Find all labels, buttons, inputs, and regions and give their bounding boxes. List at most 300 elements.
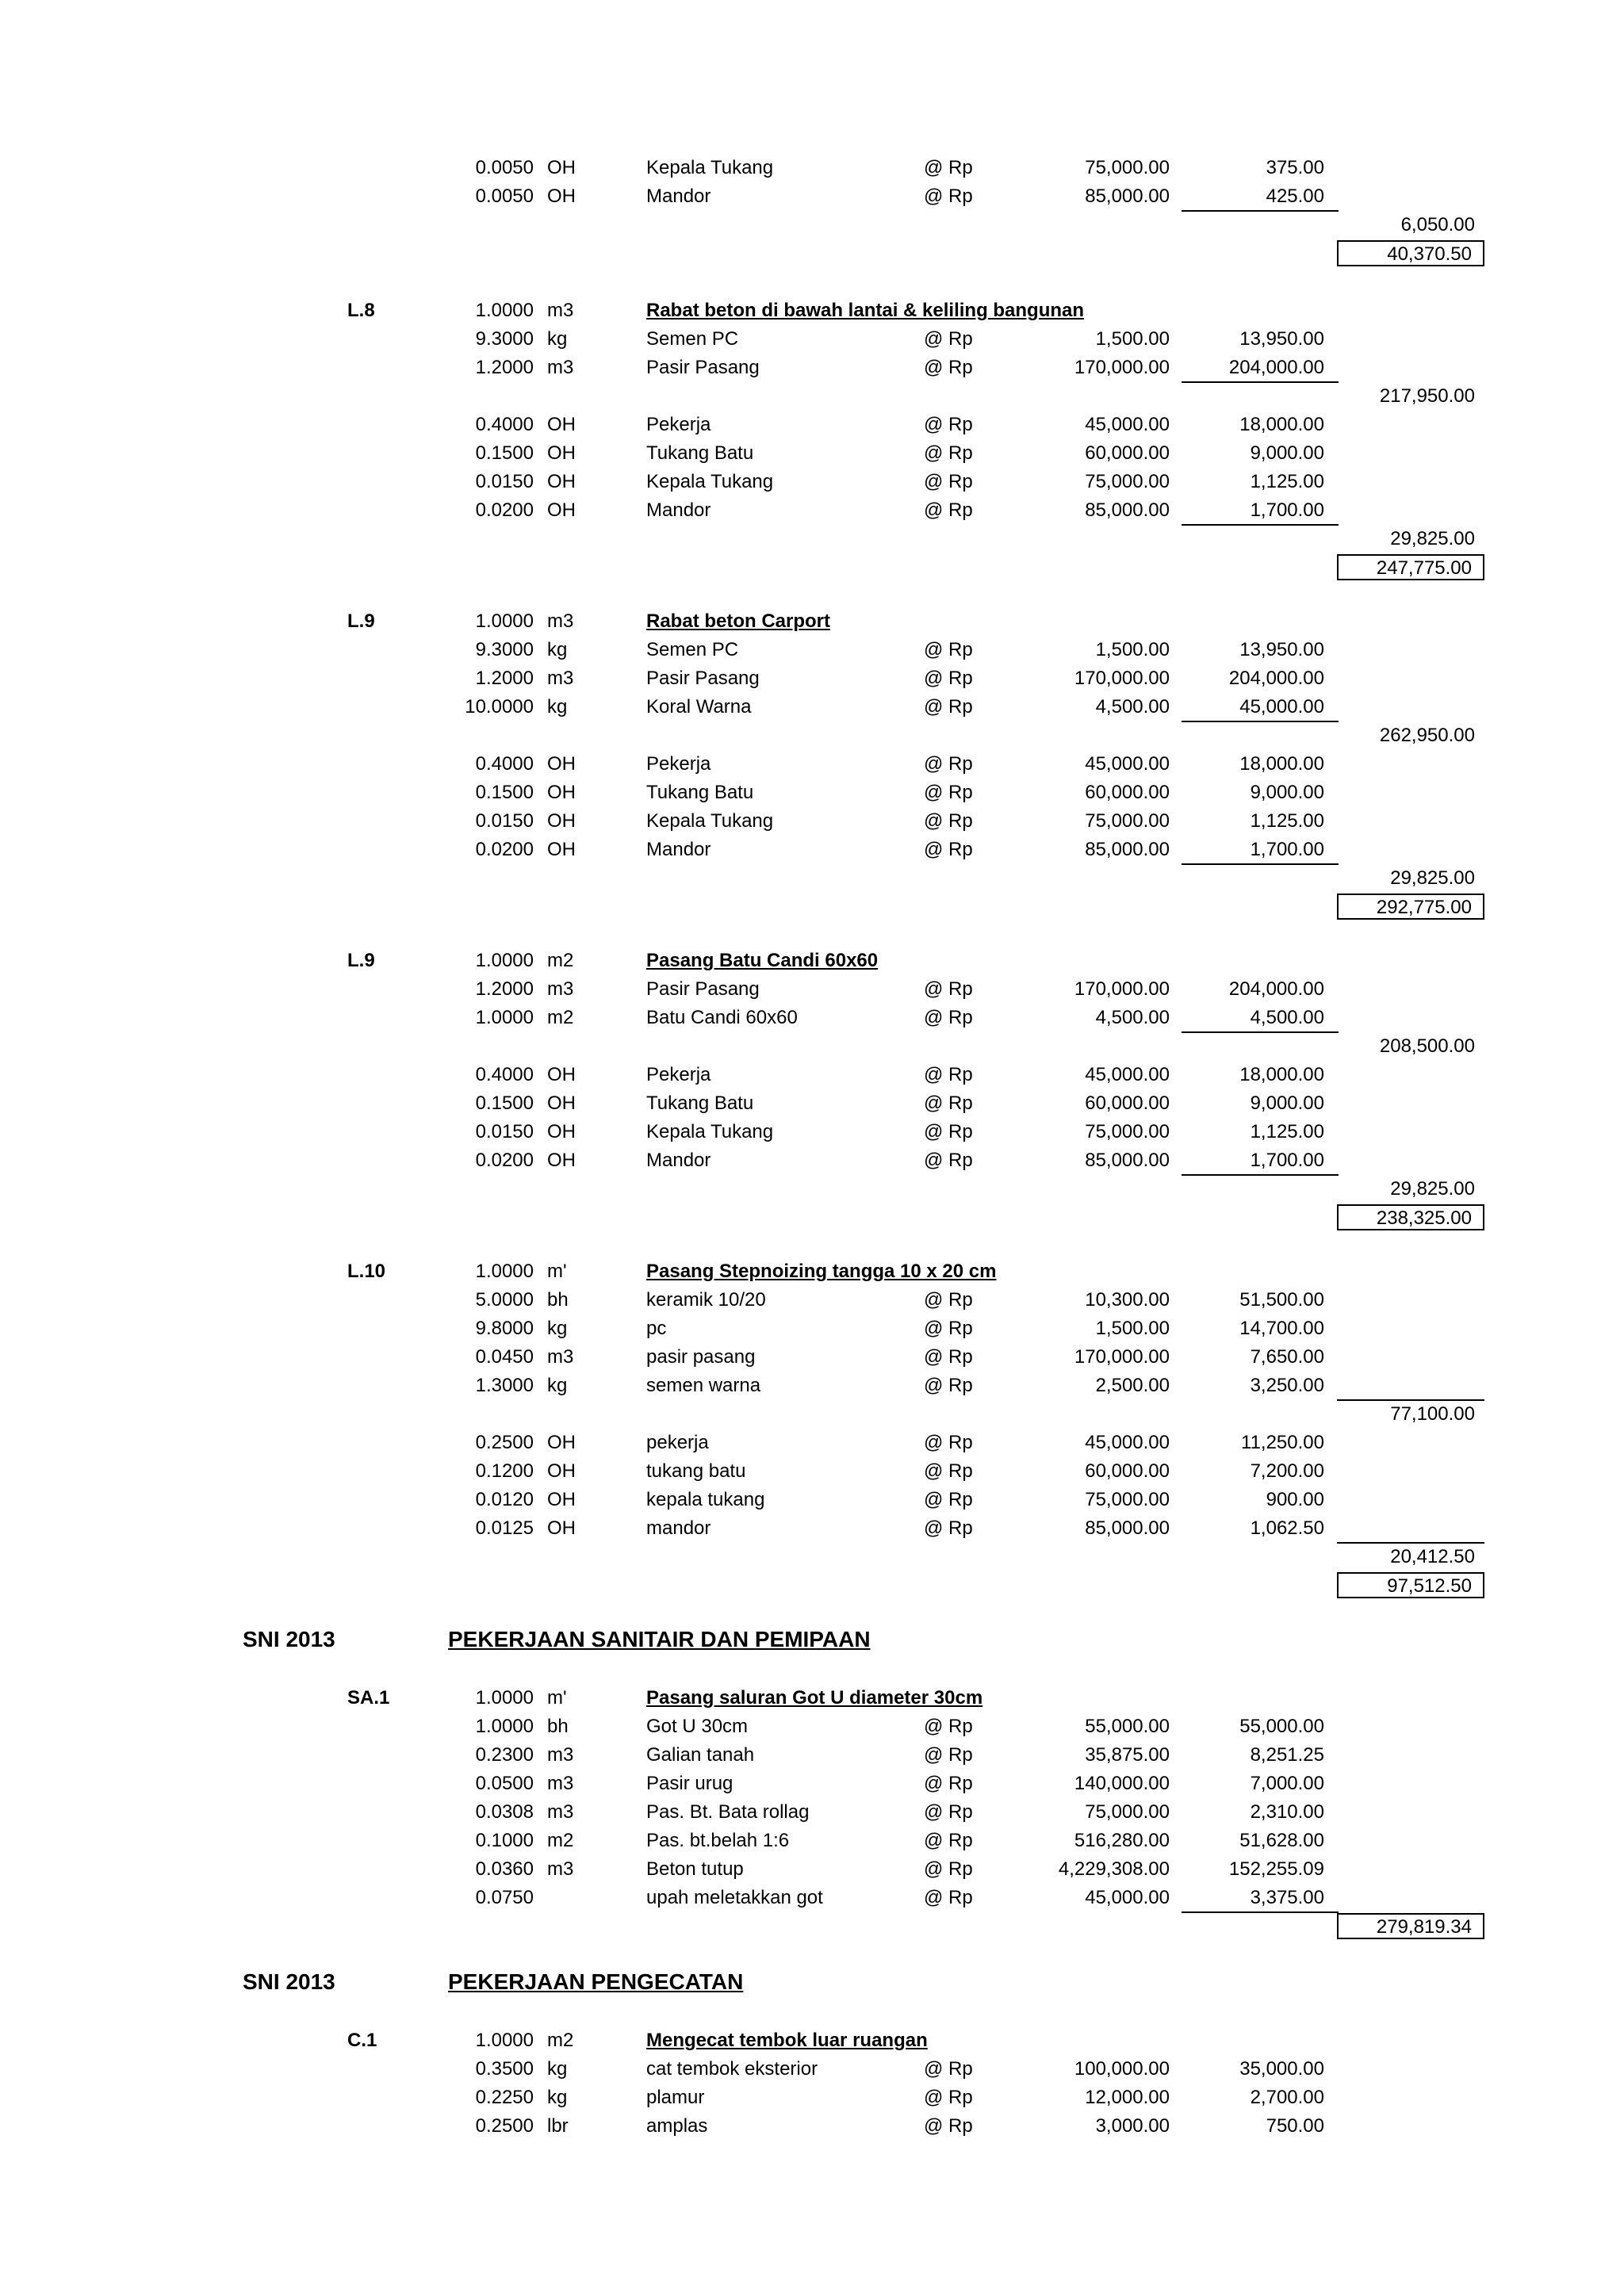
at-rp: @ Rp xyxy=(924,1007,973,1028)
description: Mengecat tembok luar ruangan xyxy=(646,2030,928,2051)
table-row xyxy=(0,779,1624,806)
description: semen warna xyxy=(646,1375,761,1396)
table-row xyxy=(0,440,1624,467)
unit: kg xyxy=(547,2058,568,2080)
coefficient: 0.4000 xyxy=(475,1064,534,1085)
table-row xyxy=(0,808,1624,835)
subtotal: 208,500.00 xyxy=(1379,1035,1475,1057)
unit-price: 75,000.00 xyxy=(1085,157,1170,178)
unit-price: 140,000.00 xyxy=(1074,1773,1170,1794)
coefficient: 1.0000 xyxy=(475,1261,534,1282)
unit-price: 75,000.00 xyxy=(1085,1121,1170,1142)
subtotal: 29,825.00 xyxy=(1390,867,1475,889)
at-rp: @ Rp xyxy=(924,499,973,521)
coefficient: 0.0450 xyxy=(475,1346,534,1368)
at-rp: @ Rp xyxy=(924,1121,973,1142)
table-row xyxy=(0,1827,1624,1854)
table-row xyxy=(0,497,1624,524)
at-rp: @ Rp xyxy=(924,157,973,178)
description: pekerja xyxy=(646,1432,709,1453)
table-row xyxy=(0,608,1624,635)
table-row xyxy=(0,1258,1624,1285)
grand-total: 292,775.00 xyxy=(1376,897,1472,918)
description: Batu Candi 60x60 xyxy=(646,1007,798,1028)
at-rp: @ Rp xyxy=(924,1289,973,1311)
table-row xyxy=(0,1401,1624,1428)
description: Rabat beton Carport xyxy=(646,610,831,632)
unit: m3 xyxy=(547,1744,574,1766)
unit-price: 10,300.00 xyxy=(1085,1289,1170,1311)
description: Pekerja xyxy=(646,414,711,435)
unit-price: 75,000.00 xyxy=(1085,1801,1170,1823)
unit-price: 170,000.00 xyxy=(1074,1346,1170,1368)
unit: OH xyxy=(547,1489,576,1510)
grand-total-box xyxy=(1337,1572,1484,1598)
unit-price: 4,500.00 xyxy=(1095,1007,1170,1028)
amount: 51,500.00 xyxy=(1239,1289,1324,1311)
amount: 750.00 xyxy=(1266,2115,1324,2137)
unit: OH xyxy=(547,1517,576,1539)
unit: kg xyxy=(547,1318,568,1339)
table-row xyxy=(0,1429,1624,1456)
coefficient: 0.0120 xyxy=(475,1489,534,1510)
table-row xyxy=(0,894,1624,920)
table-row xyxy=(0,637,1624,664)
unit: m' xyxy=(547,1261,567,1282)
description: tukang batu xyxy=(646,1460,746,1482)
at-rp: @ Rp xyxy=(924,1773,973,1794)
at-rp: @ Rp xyxy=(924,1375,973,1396)
unit-price: 85,000.00 xyxy=(1085,1517,1170,1539)
unit: kg xyxy=(547,1375,568,1396)
at-rp: @ Rp xyxy=(924,1150,973,1171)
description: amplas xyxy=(646,2115,708,2137)
coefficient: 0.4000 xyxy=(475,753,534,775)
unit-price: 60,000.00 xyxy=(1085,782,1170,803)
amount: 9,000.00 xyxy=(1250,782,1324,803)
coefficient: 0.0500 xyxy=(475,1773,534,1794)
grand-total-box xyxy=(1337,1913,1484,1939)
unit: OH xyxy=(547,186,576,207)
unit-price: 85,000.00 xyxy=(1085,499,1170,521)
description: Semen PC xyxy=(646,639,739,660)
table-row xyxy=(0,665,1624,692)
amount: 3,375.00 xyxy=(1250,1887,1324,1908)
unit: OH xyxy=(547,753,576,775)
grand-total-box xyxy=(1337,894,1484,920)
coefficient: 0.0200 xyxy=(475,499,534,521)
table-row xyxy=(0,2056,1624,2083)
description: Pasir Pasang xyxy=(646,668,760,689)
grand-total: 97,512.50 xyxy=(1387,1575,1472,1597)
coefficient: 0.0750 xyxy=(475,1887,534,1908)
unit-price: 1,500.00 xyxy=(1095,328,1170,350)
description: Got U 30cm xyxy=(646,1716,749,1737)
section-code: SNI 2013 xyxy=(243,1627,335,1651)
description: pasir pasang xyxy=(646,1346,756,1368)
unit: bh xyxy=(547,1289,569,1311)
unit-price: 45,000.00 xyxy=(1085,1064,1170,1085)
description: Tukang Batu xyxy=(646,1093,754,1114)
description: Tukang Batu xyxy=(646,782,754,803)
table-row xyxy=(0,1544,1624,1571)
unit-price: 3,000.00 xyxy=(1095,2115,1170,2137)
unit-price: 1,500.00 xyxy=(1095,1318,1170,1339)
unit-price: 55,000.00 xyxy=(1085,1716,1170,1737)
unit: m3 xyxy=(547,610,574,632)
amount: 204,000.00 xyxy=(1228,668,1324,689)
at-rp: @ Rp xyxy=(924,1744,973,1766)
amount: 3,250.00 xyxy=(1250,1375,1324,1396)
coefficient: 1.0000 xyxy=(475,1687,534,1709)
at-rp: @ Rp xyxy=(924,696,973,718)
coefficient: 10.0000 xyxy=(465,696,534,718)
table-row xyxy=(0,183,1624,210)
table-row xyxy=(0,1090,1624,1117)
table-row xyxy=(0,1062,1624,1089)
coefficient: 9.3000 xyxy=(475,328,534,350)
description: Koral Warna xyxy=(646,696,752,718)
coefficient: 0.1500 xyxy=(475,1093,534,1114)
unit-price: 170,000.00 xyxy=(1074,357,1170,378)
unit-price: 170,000.00 xyxy=(1074,668,1170,689)
coefficient: 1.0000 xyxy=(475,950,534,971)
grand-total-box xyxy=(1337,240,1484,266)
table-row xyxy=(0,1004,1624,1031)
unit-price: 60,000.00 xyxy=(1085,1093,1170,1114)
unit-price: 35,875.00 xyxy=(1085,1744,1170,1766)
coefficient: 1.2000 xyxy=(475,978,534,1000)
coefficient: 0.2250 xyxy=(475,2087,534,2108)
unit: OH xyxy=(547,1121,576,1142)
unit-price: 12,000.00 xyxy=(1085,2087,1170,2108)
description: Mandor xyxy=(646,186,711,207)
at-rp: @ Rp xyxy=(924,1858,973,1880)
coefficient: 0.2500 xyxy=(475,2115,534,2137)
amount: 14,700.00 xyxy=(1239,1318,1324,1339)
at-rp: @ Rp xyxy=(924,186,973,207)
amount: 13,950.00 xyxy=(1239,639,1324,660)
amount: 35,000.00 xyxy=(1239,2058,1324,2080)
amount: 1,700.00 xyxy=(1250,499,1324,521)
item-code: L.9 xyxy=(347,950,375,971)
unit: OH xyxy=(547,471,576,492)
subtotal: 217,950.00 xyxy=(1379,385,1475,407)
table-row xyxy=(0,1033,1624,1060)
unit: OH xyxy=(547,1093,576,1114)
table-row xyxy=(0,1458,1624,1485)
amount: 13,950.00 xyxy=(1239,328,1324,350)
grand-total: 247,775.00 xyxy=(1376,557,1472,579)
unit: m3 xyxy=(547,1773,574,1794)
coefficient: 0.0150 xyxy=(475,1121,534,1142)
unit-price: 85,000.00 xyxy=(1085,839,1170,860)
subtotal: 20,412.50 xyxy=(1390,1546,1475,1567)
unit: m3 xyxy=(547,978,574,1000)
item-code: C.1 xyxy=(347,2030,377,2051)
description: Mandor xyxy=(646,499,711,521)
amount: 2,310.00 xyxy=(1250,1801,1324,1823)
unit: OH xyxy=(547,839,576,860)
table-row xyxy=(0,297,1624,324)
description: Rabat beton di bawah lantai & keliling bangunan xyxy=(646,300,1085,321)
amount: 4,500.00 xyxy=(1250,1007,1324,1028)
coefficient: 0.1200 xyxy=(475,1460,534,1482)
coefficient: 0.3500 xyxy=(475,2058,534,2080)
section-title: PEKERJAAN PENGECATAN xyxy=(448,1969,744,1994)
description: kepala tukang xyxy=(646,1489,765,1510)
unit-price: 60,000.00 xyxy=(1085,442,1170,464)
coefficient: 1.0000 xyxy=(475,1716,534,1737)
table-row xyxy=(0,1515,1624,1542)
table-row xyxy=(0,1315,1624,1342)
unit: m3 xyxy=(547,1346,574,1368)
description: keramik 10/20 xyxy=(646,1289,766,1311)
unit: kg xyxy=(547,2087,568,2108)
description: Pas. Bt. Bata rollag xyxy=(646,1801,810,1823)
unit: kg xyxy=(547,696,568,718)
item-code: L.10 xyxy=(347,1261,386,1282)
item-code: L.9 xyxy=(347,610,375,632)
unit-price: 4,229,308.00 xyxy=(1058,1858,1170,1880)
unit: bh xyxy=(547,1716,569,1737)
table-row xyxy=(0,1685,1624,1712)
amount: 7,200.00 xyxy=(1250,1460,1324,1482)
amount: 9,000.00 xyxy=(1250,1093,1324,1114)
at-rp: @ Rp xyxy=(924,442,973,464)
at-rp: @ Rp xyxy=(924,1064,973,1085)
unit-price: 45,000.00 xyxy=(1085,753,1170,775)
unit: m2 xyxy=(547,2030,574,2051)
table-row xyxy=(0,383,1624,410)
subtotal: 262,950.00 xyxy=(1379,725,1475,746)
table-row xyxy=(0,751,1624,778)
table-row xyxy=(0,694,1624,721)
at-rp: @ Rp xyxy=(924,471,973,492)
unit-price: 516,280.00 xyxy=(1074,1830,1170,1851)
unit-price: 2,500.00 xyxy=(1095,1375,1170,1396)
coefficient: 0.0125 xyxy=(475,1517,534,1539)
amount: 55,000.00 xyxy=(1239,1716,1324,1737)
unit: m' xyxy=(547,1687,567,1709)
grand-total-box xyxy=(1337,1204,1484,1230)
at-rp: @ Rp xyxy=(924,1093,973,1114)
unit: OH xyxy=(547,782,576,803)
coefficient: 5.0000 xyxy=(475,1289,534,1311)
unit: kg xyxy=(547,328,568,350)
description: cat tembok eksterior xyxy=(646,2058,818,2080)
unit-price: 75,000.00 xyxy=(1085,1489,1170,1510)
description: Kepala Tukang xyxy=(646,471,774,492)
unit: m3 xyxy=(547,668,574,689)
unit: OH xyxy=(547,157,576,178)
unit-price: 75,000.00 xyxy=(1085,810,1170,832)
grand-total: 279,819.34 xyxy=(1376,1916,1472,1938)
coefficient: 1.2000 xyxy=(475,357,534,378)
unit-price: 60,000.00 xyxy=(1085,1460,1170,1482)
table-row xyxy=(0,2113,1624,2140)
coefficient: 1.0000 xyxy=(475,1007,534,1028)
at-rp: @ Rp xyxy=(924,810,973,832)
table-row xyxy=(0,554,1624,581)
description: Beton tutup xyxy=(646,1858,744,1880)
table-row xyxy=(0,469,1624,496)
description: Mandor xyxy=(646,1150,711,1171)
table-row xyxy=(0,240,1624,267)
amount: 1,700.00 xyxy=(1250,1150,1324,1171)
amount: 18,000.00 xyxy=(1239,1064,1324,1085)
amount: 2,700.00 xyxy=(1250,2087,1324,2108)
description: Pasir urug xyxy=(646,1773,733,1794)
table-row xyxy=(0,865,1624,892)
table-row xyxy=(0,1799,1624,1826)
table-row xyxy=(0,212,1624,239)
table-row xyxy=(0,1147,1624,1174)
description: Kepala Tukang xyxy=(646,157,774,178)
unit-price: 85,000.00 xyxy=(1085,1150,1170,1171)
table-row xyxy=(0,326,1624,353)
grand-total-box xyxy=(1337,554,1484,580)
table-row xyxy=(0,1572,1624,1599)
description: Pasang Stepnoizing tangga 10 x 20 cm xyxy=(646,1261,997,1282)
amount: 152,255.09 xyxy=(1228,1858,1324,1880)
at-rp: @ Rp xyxy=(924,1489,973,1510)
unit: m2 xyxy=(547,1830,574,1851)
at-rp: @ Rp xyxy=(924,2058,973,2080)
coefficient: 0.1500 xyxy=(475,442,534,464)
coefficient: 0.0150 xyxy=(475,810,534,832)
at-rp: @ Rp xyxy=(924,2087,973,2108)
unit-price: 45,000.00 xyxy=(1085,1887,1170,1908)
at-rp: @ Rp xyxy=(924,639,973,660)
description: plamur xyxy=(646,2087,705,2108)
unit-price: 75,000.00 xyxy=(1085,471,1170,492)
table-row xyxy=(0,2084,1624,2111)
unit: OH xyxy=(547,1460,576,1482)
coefficient: 9.3000 xyxy=(475,639,534,660)
table-row xyxy=(0,1885,1624,1911)
table-row xyxy=(0,1742,1624,1769)
unit-price: 4,500.00 xyxy=(1095,696,1170,718)
coefficient: 0.0050 xyxy=(475,157,534,178)
amount: 1,700.00 xyxy=(1250,839,1324,860)
description: Pas. bt.belah 1:6 xyxy=(646,1830,790,1851)
table-row xyxy=(0,1204,1624,1231)
at-rp: @ Rp xyxy=(924,782,973,803)
at-rp: @ Rp xyxy=(924,357,973,378)
table-row xyxy=(0,1176,1624,1203)
unit: m3 xyxy=(547,357,574,378)
at-rp: @ Rp xyxy=(924,753,973,775)
at-rp: @ Rp xyxy=(924,839,973,860)
unit: lbr xyxy=(547,2115,569,2137)
at-rp: @ Rp xyxy=(924,1716,973,1737)
unit: OH xyxy=(547,810,576,832)
at-rp: @ Rp xyxy=(924,2115,973,2137)
description: Galian tanah xyxy=(646,1744,755,1766)
amount: 9,000.00 xyxy=(1250,442,1324,464)
amount: 1,125.00 xyxy=(1250,471,1324,492)
amount: 18,000.00 xyxy=(1239,753,1324,775)
at-rp: @ Rp xyxy=(924,978,973,1000)
section-title: PEKERJAAN SANITAIR DAN PEMIPAAN xyxy=(448,1627,871,1651)
coefficient: 0.0050 xyxy=(475,186,534,207)
at-rp: @ Rp xyxy=(924,1318,973,1339)
at-rp: @ Rp xyxy=(924,1432,973,1453)
table-row xyxy=(0,526,1624,553)
amount: 11,250.00 xyxy=(1241,1432,1324,1453)
table-row xyxy=(0,1770,1624,1797)
coefficient: 1.0000 xyxy=(475,610,534,632)
table-row xyxy=(0,976,1624,1003)
unit: kg xyxy=(547,639,568,660)
table-row xyxy=(0,836,1624,863)
coefficient: 1.2000 xyxy=(475,668,534,689)
grand-total: 238,325.00 xyxy=(1376,1207,1472,1229)
table-row xyxy=(0,1713,1624,1740)
description: Pekerja xyxy=(646,1064,711,1085)
table-row xyxy=(0,1913,1624,1940)
amount: 7,650.00 xyxy=(1250,1346,1324,1368)
amount: 204,000.00 xyxy=(1228,357,1324,378)
coefficient: 9.8000 xyxy=(475,1318,534,1339)
unit: OH xyxy=(547,442,576,464)
table-row xyxy=(0,1372,1624,1399)
at-rp: @ Rp xyxy=(924,668,973,689)
table-row xyxy=(0,1856,1624,1883)
at-rp: @ Rp xyxy=(924,1887,973,1908)
amount: 375.00 xyxy=(1266,157,1324,178)
unit: m3 xyxy=(547,300,574,321)
table-row xyxy=(0,2027,1624,2054)
coefficient: 0.4000 xyxy=(475,414,534,435)
amount: 8,251.25 xyxy=(1250,1744,1324,1766)
description: Tukang Batu xyxy=(646,442,754,464)
amount: 45,000.00 xyxy=(1239,696,1324,718)
description: Pasir Pasang xyxy=(646,978,760,1000)
description: Kepala Tukang xyxy=(646,810,774,832)
unit: OH xyxy=(547,1150,576,1171)
coefficient: 0.0150 xyxy=(475,471,534,492)
unit-price: 45,000.00 xyxy=(1085,1432,1170,1453)
amount: 1,125.00 xyxy=(1250,810,1324,832)
amount: 204,000.00 xyxy=(1228,978,1324,1000)
coefficient: 0.2500 xyxy=(475,1432,534,1453)
coefficient: 1.0000 xyxy=(475,2030,534,2051)
table-row xyxy=(0,722,1624,749)
unit: m2 xyxy=(547,950,574,971)
grand-total: 40,370.50 xyxy=(1387,243,1472,265)
subtotal: 77,100.00 xyxy=(1390,1403,1475,1425)
at-rp: @ Rp xyxy=(924,1830,973,1851)
description: mandor xyxy=(646,1517,711,1539)
unit-price: 45,000.00 xyxy=(1085,414,1170,435)
amount: 425.00 xyxy=(1266,186,1324,207)
amount: 1,062.50 xyxy=(1250,1517,1324,1539)
coefficient: 0.1500 xyxy=(475,782,534,803)
at-rp: @ Rp xyxy=(924,1460,973,1482)
section-code: SNI 2013 xyxy=(243,1969,335,1994)
at-rp: @ Rp xyxy=(924,414,973,435)
amount: 7,000.00 xyxy=(1250,1773,1324,1794)
description: Pekerja xyxy=(646,753,711,775)
table-row xyxy=(0,354,1624,381)
coefficient: 1.0000 xyxy=(475,300,534,321)
description: Mandor xyxy=(646,839,711,860)
description: pc xyxy=(646,1318,667,1339)
coefficient: 0.0200 xyxy=(475,839,534,860)
at-rp: @ Rp xyxy=(924,1801,973,1823)
